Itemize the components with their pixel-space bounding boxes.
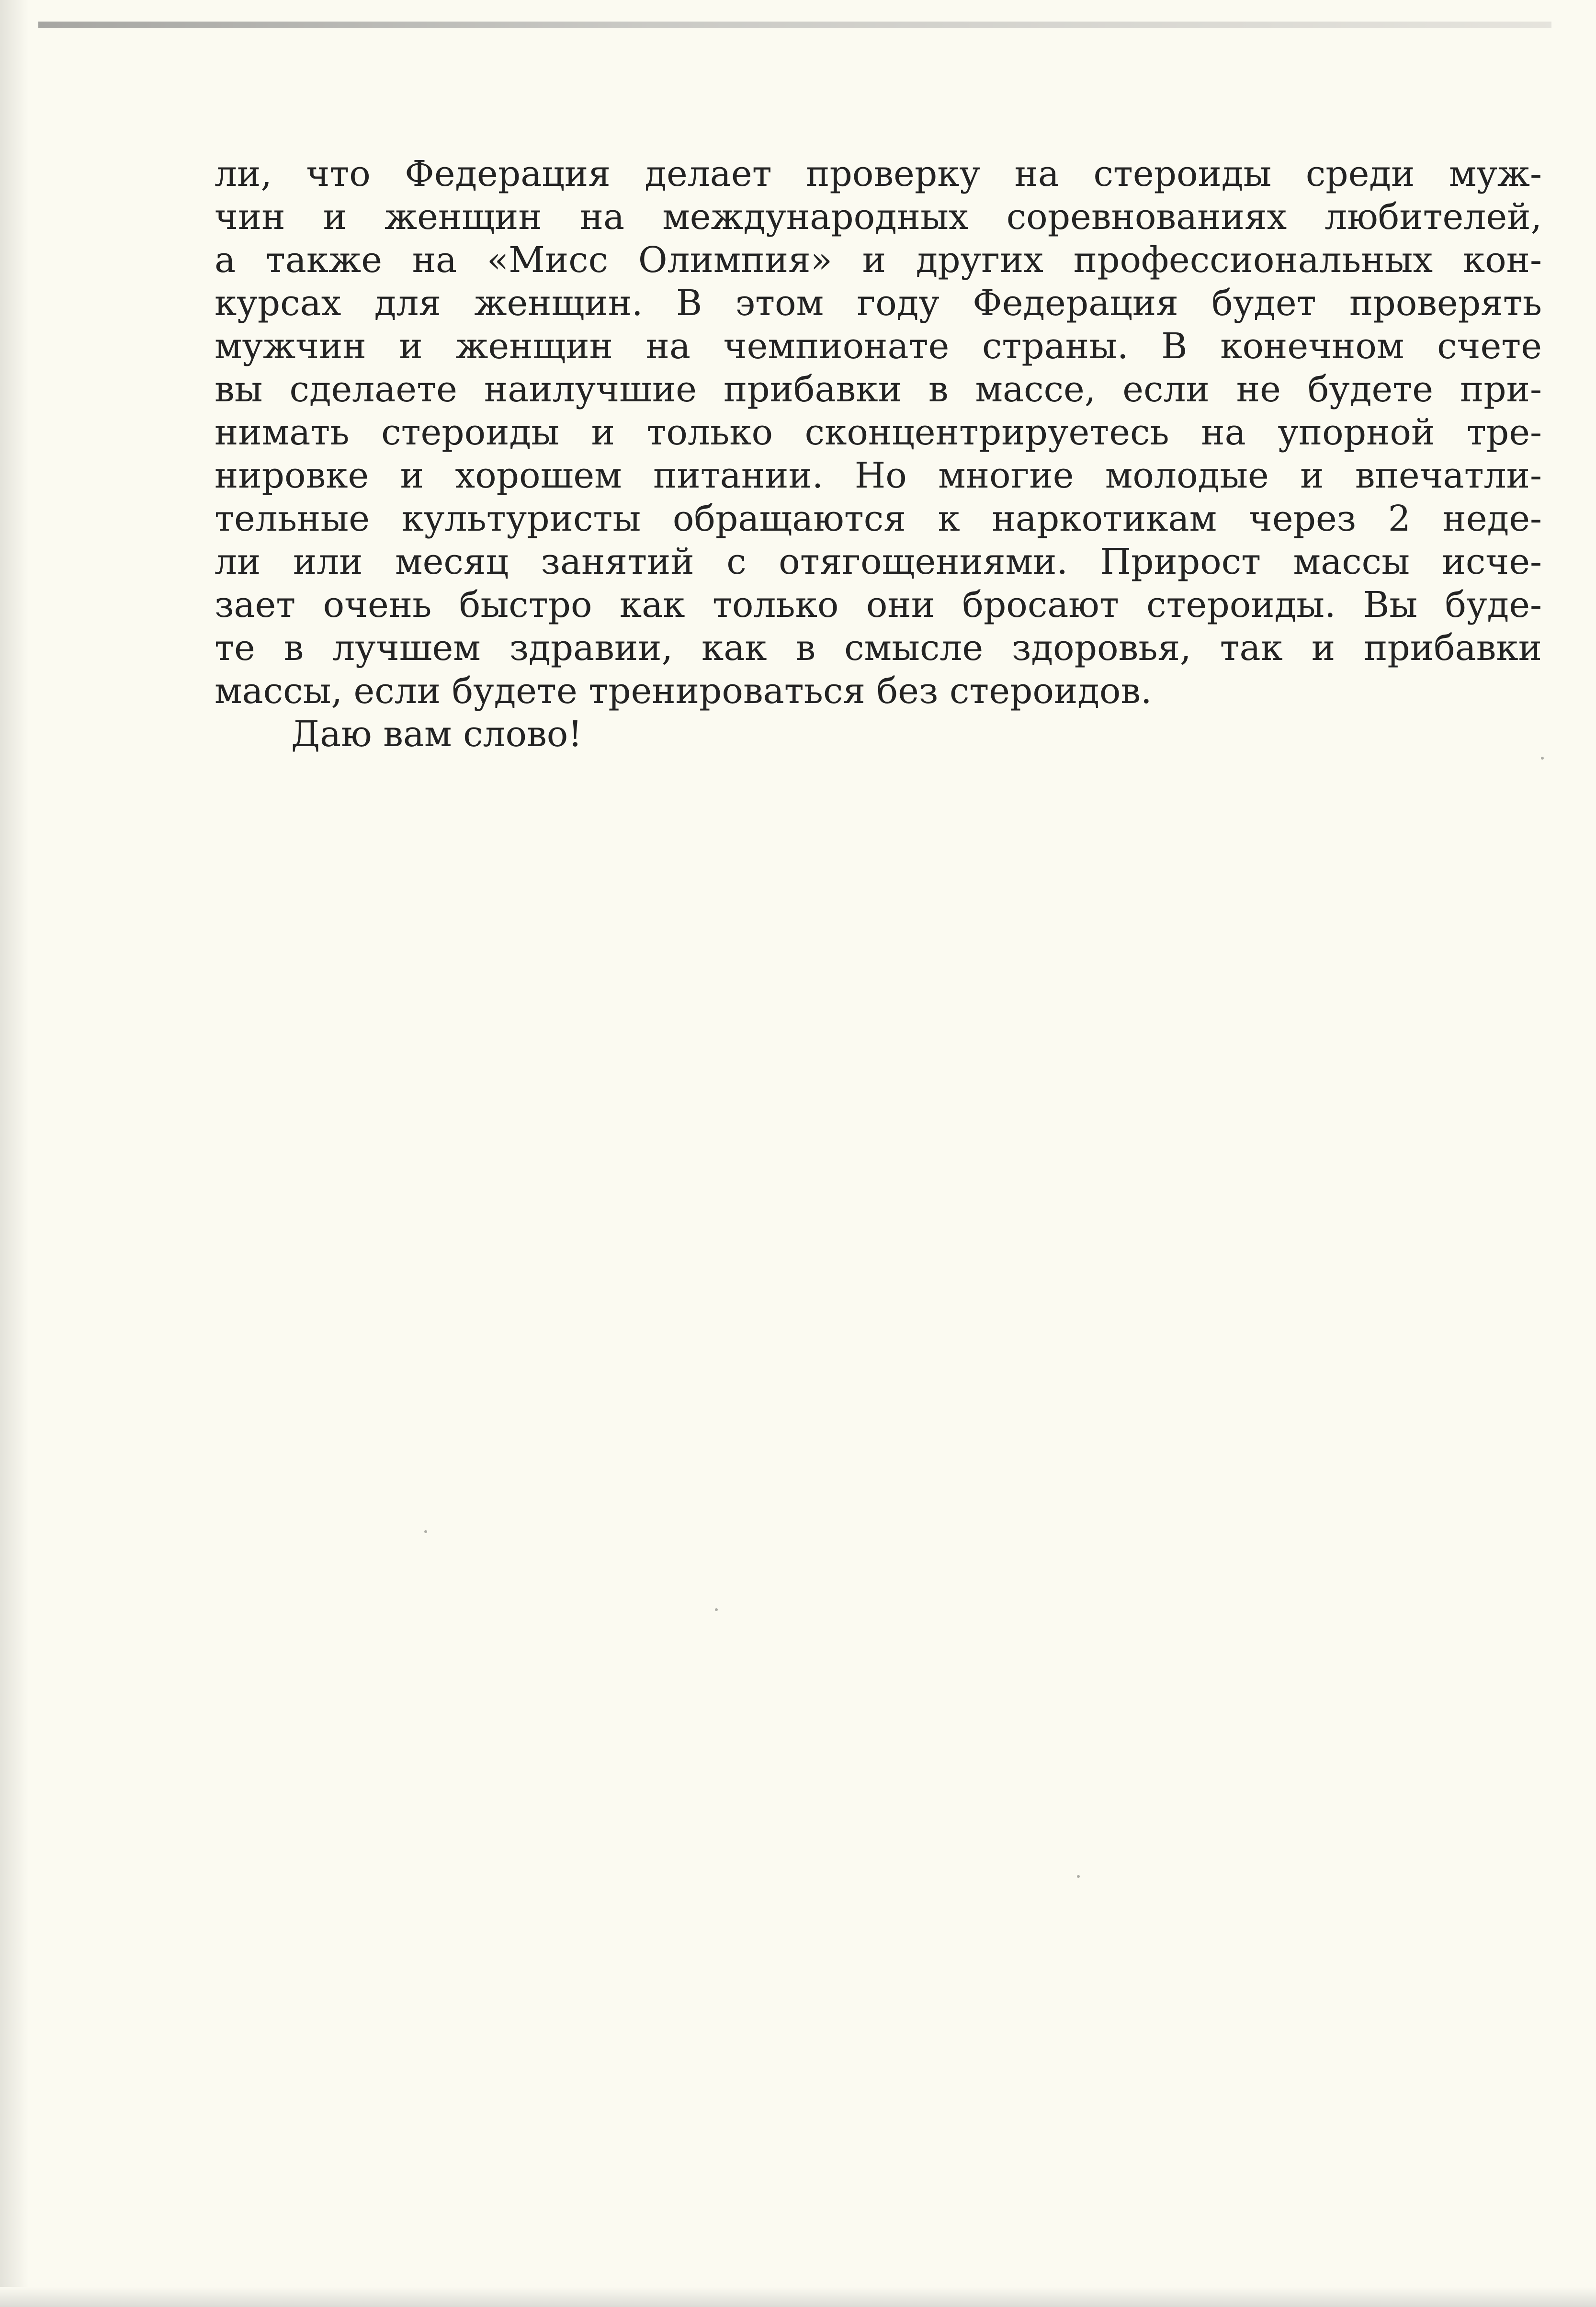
text-line: вы сделаете наилучшие прибавки в массе, если не будете при- (215, 369, 1542, 410)
scan-speck (424, 1530, 427, 1533)
text-line-last: массы, если будете тренироваться без стероидов. (215, 671, 1152, 712)
text-line: нимать стероиды и только сконцентрируетесь на упорной тре- (215, 412, 1542, 453)
text-line: ли, что Федерация делает проверку на стероиды среди муж- (215, 153, 1542, 194)
body-text (215, 152, 1542, 756)
text-line: тельные культуристы обращаются к наркотикам через 2 неде- (215, 498, 1542, 539)
page-left-edge-shadow (0, 0, 29, 2307)
text-line: зает очень быстро как только они бросают стероиды. Вы буде- (215, 584, 1542, 625)
text-line: мужчин и женщин на чемпионате страны. В конечном счете (215, 326, 1542, 367)
text-line: нировке и хорошем питании. Но многие молодые и впечатли- (215, 455, 1542, 496)
text-line: ли или месяц занятий с отягощениями. Прирост массы исче- (215, 541, 1542, 582)
closing-line: Даю вам слово! (291, 714, 583, 755)
scan-speck (1077, 1875, 1080, 1878)
text-line: те в лучшем здравии, как в смысле здоровья, так и прибавки (215, 627, 1542, 669)
text-line: курсах для женщин. В этом году Федерация будет проверять (215, 283, 1542, 324)
text-line: чин и женщин на международных соревнованиях любителей, (215, 196, 1542, 238)
page-bottom-edge-shadow (0, 2287, 1596, 2307)
page-top-edge-shadow (38, 22, 1551, 28)
text-line: а также на «Мисс Олимпия» и других профессиональных кон- (215, 239, 1542, 281)
scan-speck (715, 1608, 718, 1611)
scan-speck (1541, 757, 1544, 760)
